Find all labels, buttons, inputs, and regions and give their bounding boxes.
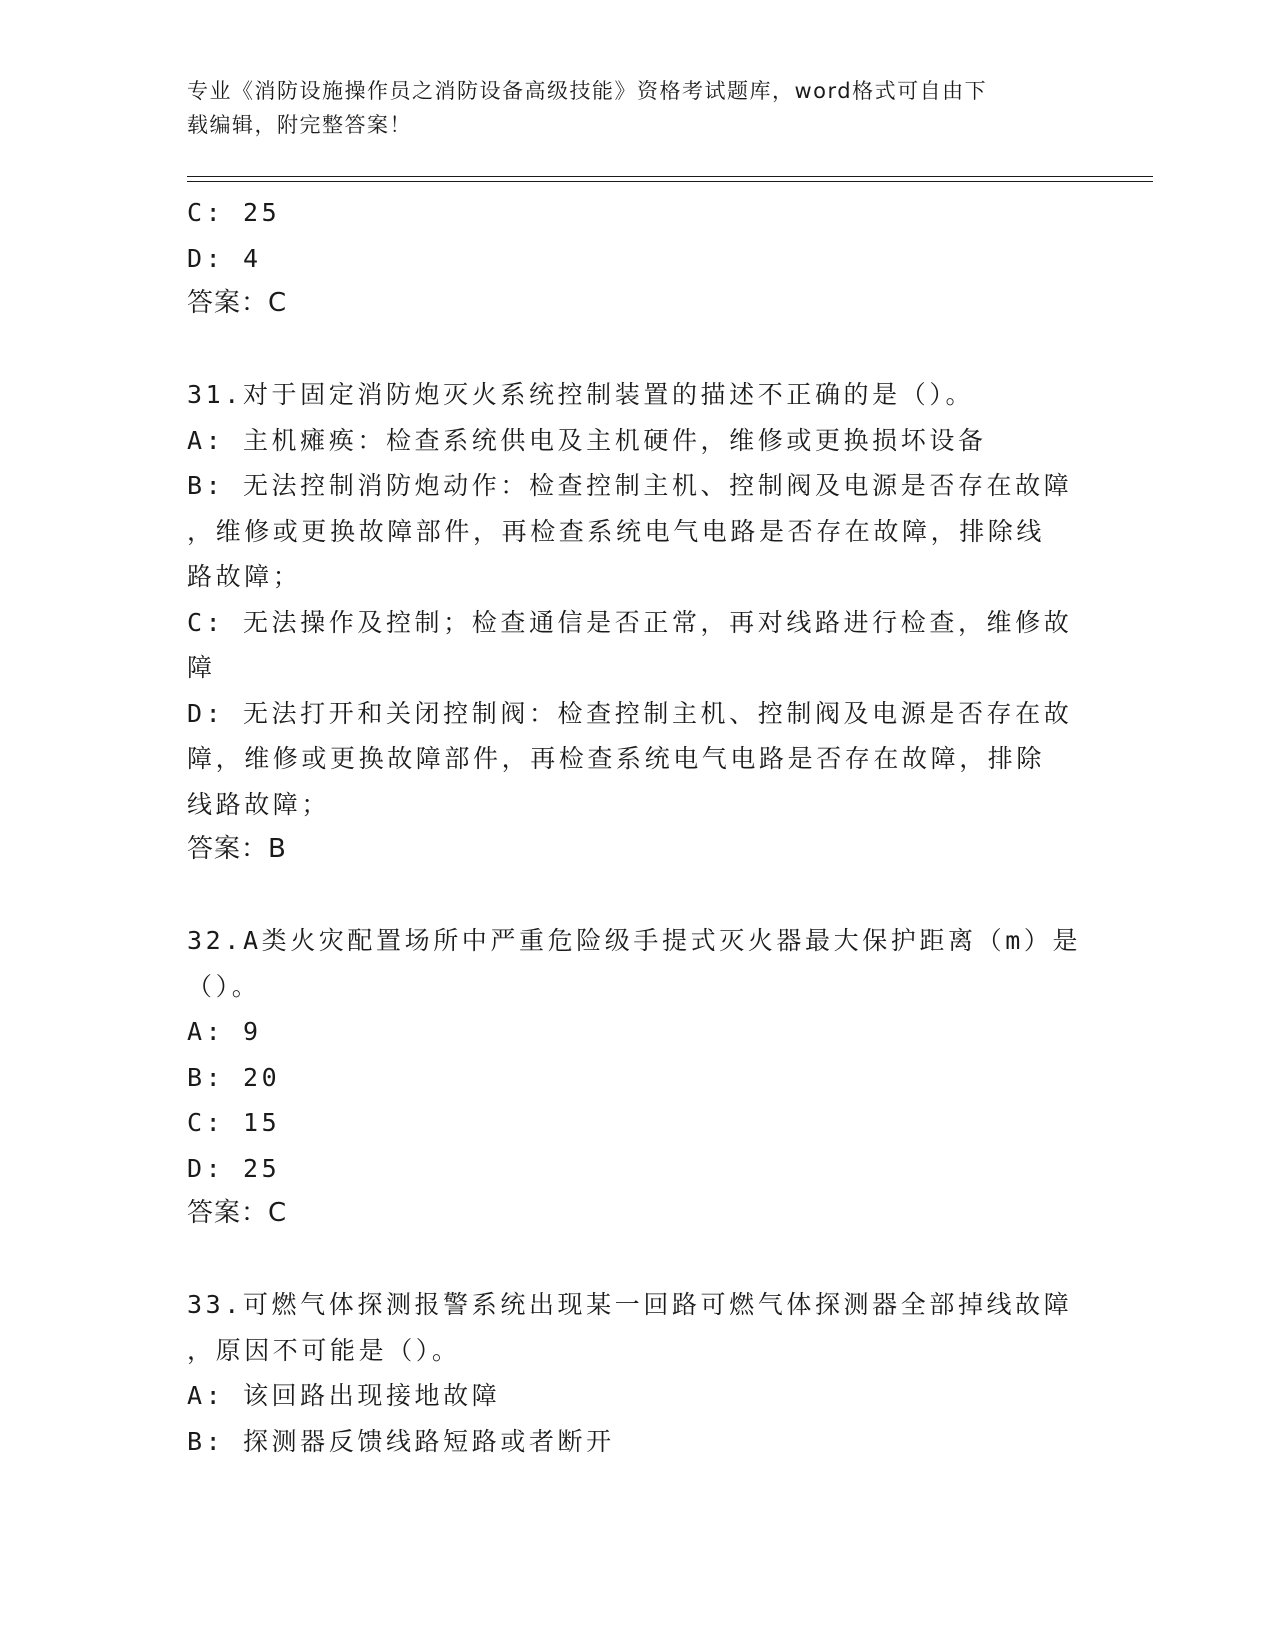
answer-line: 答案：C (187, 1198, 288, 1228)
option-a: A: 主机瘫痪：检查系统供电及主机硬件，维修或更换损坏设备 (187, 425, 987, 455)
previous-question-tail (187, 190, 1087, 327)
option-d: D: 25 (187, 1153, 281, 1183)
spacer (187, 873, 1087, 919)
option-d: D: 4 (187, 243, 262, 273)
question-stem: 32.A类火灾配置场所中严重危险级手提式灭火器最大保护距离（m）是 (187, 926, 1082, 955)
question-32 (187, 918, 1087, 1237)
spacer (187, 1237, 1087, 1283)
spacer (187, 327, 1087, 373)
answer-line: 答案：C (187, 288, 288, 318)
option-a: A: 该回路出现接地故障 (187, 1381, 501, 1410)
option-c: C: 无法操作及控制；检查通信是否正常，再对线路进行检查，维修故 (187, 607, 1073, 637)
header-line-1: 专业《消防设施操作员之消防设备高级技能》资格考试题库，word格式可自由下 (187, 79, 988, 103)
question-stem-continued: （）。 (187, 971, 261, 1001)
option-b: B: 探测器反馈线路短路或者断开 (187, 1426, 615, 1456)
question-31 (187, 372, 1087, 873)
option-c: C: 15 (187, 1108, 281, 1137)
question-33 (187, 1282, 1087, 1464)
header-line-2: 载编辑，附完整答案！ (187, 113, 412, 137)
option-b-continued: 路故障； (187, 562, 302, 591)
option-b: B: 无法控制消防炮动作：检查控制主机、控制阀及电源是否存在故障 (187, 471, 1073, 500)
document-header (187, 74, 1067, 142)
question-list (187, 190, 1087, 1464)
option-d-continued: 线路故障； (187, 789, 331, 819)
option-d: D: 无法打开和关闭控制阀：检查控制主机、控制阀及电源是否存在故 (187, 698, 1073, 728)
header-divider-bottom (187, 181, 1153, 182)
option-b-continued: ，维修或更换故障部件，再检查系统电气电路是否存在故障，排除线 (187, 516, 1046, 546)
question-stem-continued: ，原因不可能是（）。 (187, 1335, 461, 1365)
option-a: A: 9 (187, 1017, 262, 1046)
option-b: B: 20 (187, 1062, 281, 1092)
option-d-continued: 障，维修或更换故障部件，再检查系统电气电路是否存在故障，排除 (187, 744, 1046, 773)
answer-line: 答案：B (187, 834, 287, 864)
option-c-continued: 障 (187, 653, 216, 682)
header-divider-top (187, 176, 1153, 177)
question-stem: 33.可燃气体探测报警系统出现某一回路可燃气体探测器全部掉线故障 (187, 1290, 1073, 1319)
option-c: C: 25 (187, 198, 281, 227)
question-stem: 31.对于固定消防炮灭火系统控制装置的描述不正确的是（）。 (187, 380, 975, 409)
